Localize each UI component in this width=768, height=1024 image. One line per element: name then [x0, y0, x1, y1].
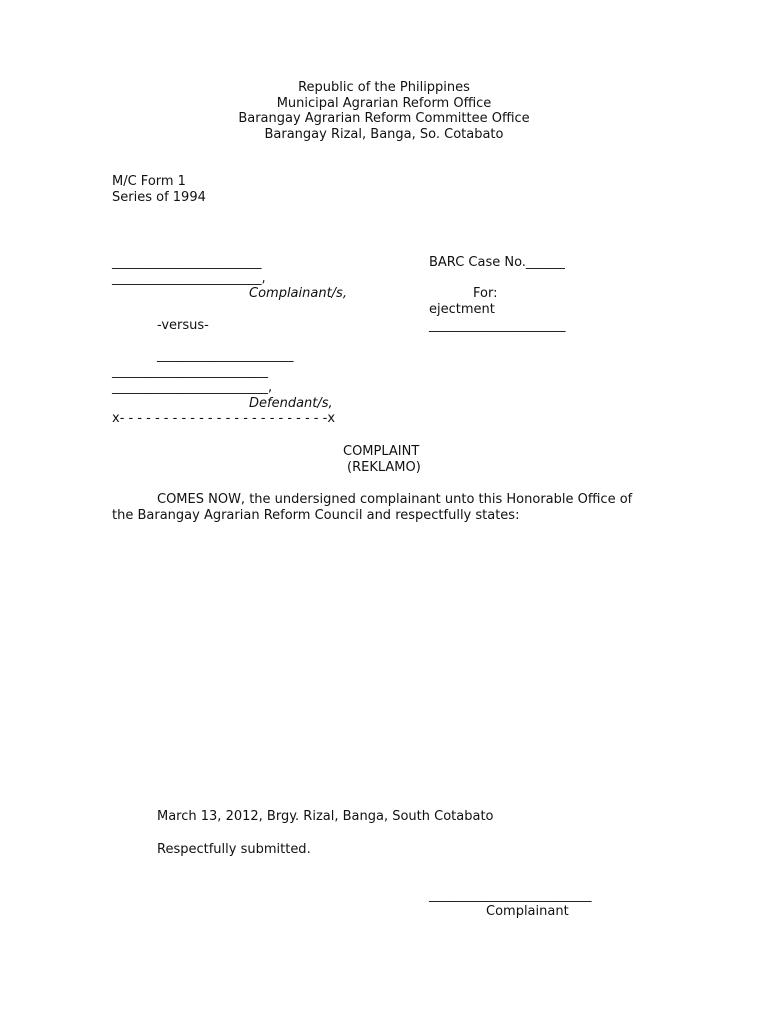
for-blank: _____________________: [429, 318, 566, 333]
signature-line: _________________________: [429, 888, 592, 903]
form-series: Series of 1994: [112, 190, 206, 205]
complainant-blank-2: _______________________,: [112, 271, 266, 286]
defendant-blank-1: _____________________: [157, 348, 294, 363]
for-ejectment: ejectment: [429, 302, 495, 317]
complainant-blank-1: _______________________: [112, 255, 262, 270]
date-place: March 13, 2012, Brgy. Rizal, Banga, South Cotabato: [157, 809, 494, 824]
respectfully-submitted: Respectfully submitted.: [157, 842, 311, 857]
body-intro-line-1: COMES NOW, the undersigned complainant unto this Honorable Office of: [157, 492, 633, 507]
versus-label: -versus-: [157, 318, 209, 333]
header-barc-office: Barangay Agrarian Reform Committee Office: [238, 111, 530, 126]
header-republic: Republic of the Philippines: [298, 80, 470, 95]
defendant-label: Defendant/s,: [249, 396, 333, 411]
defendant-blank-2: ________________________: [112, 364, 268, 379]
header-address: Barangay Rizal, Banga, So. Cotabato: [264, 127, 504, 142]
form-number: M/C Form 1: [112, 174, 186, 189]
for-label: For:: [473, 286, 498, 301]
signatory-label: Complainant: [486, 904, 569, 919]
barc-case-number: BARC Case No.______: [429, 255, 565, 270]
complaint-title: COMPLAINT: [343, 444, 420, 459]
body-intro-line-2: the Barangay Agrarian Reform Council and respectfully states:: [112, 508, 520, 523]
header-maro: Municipal Agrarian Reform Office: [276, 96, 492, 111]
complainant-label: Complainant/s,: [249, 286, 347, 301]
defendant-blank-3: ________________________,: [112, 380, 273, 395]
complaint-subtitle: (REKLAMO): [347, 460, 421, 475]
caption-separator: x- - - - - - - - - - - - - - - - - - - - - - - -x: [112, 411, 336, 426]
